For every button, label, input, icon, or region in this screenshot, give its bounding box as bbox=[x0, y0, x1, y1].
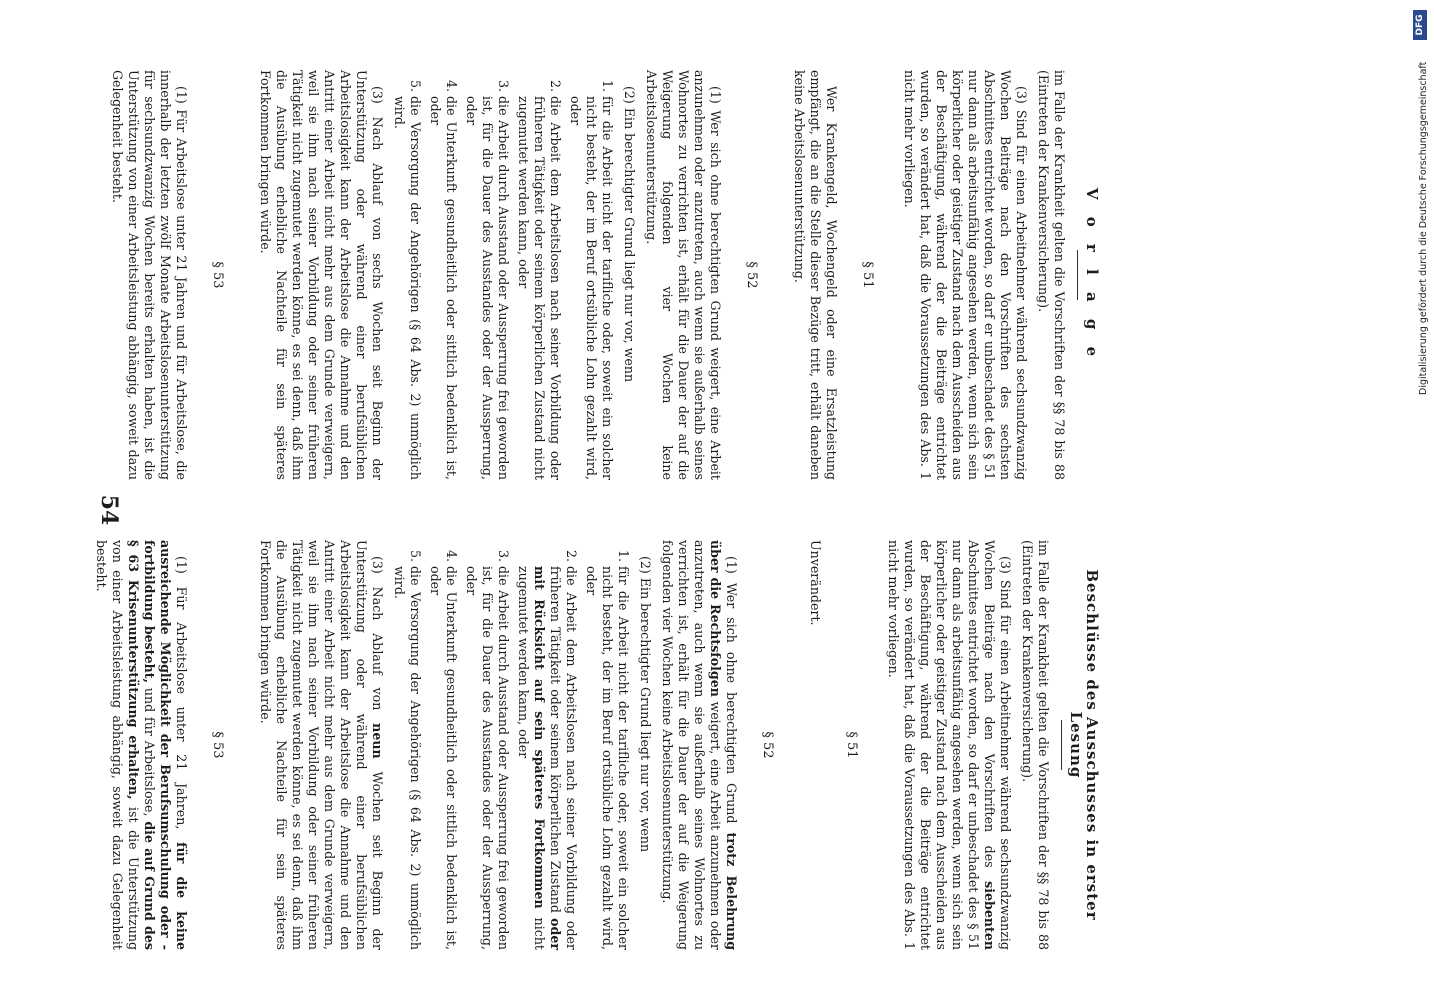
text-run: weigert, eine Arbeit anzunehmen oder anzutreten, auch wenn sie außerhalb seines Wohnortes zu verrichten ist, erhält für die Dauer der auf die Weigerung folgenden vier Wochen keine Arbeitslosenunterstützung. bbox=[660, 540, 723, 950]
list-item: 3. die Arbeit durch Ausstand oder Aussperrung frei geworden ist, für die Dauer des Ausstandes oder der Aussperrung, oder bbox=[463, 566, 511, 950]
list-item: 4. die Unterkunft gesundheitlich oder sittlich bedenklich ist, oder bbox=[427, 566, 459, 950]
text-run: ist die Unterstützung von einer Arbeitsleistung abhängig, soweit dazu Gelegenheit besteht. bbox=[94, 540, 141, 950]
digitization-credit: Digitalisierung gefördert durch die Deutsche Forschungsgemeinschaft bbox=[1418, 61, 1429, 395]
page-number: 54 bbox=[96, 494, 122, 526]
text-run: (1) Für Arbeitslose unter 21 Jahren, bbox=[174, 556, 189, 843]
bold-amendment: siebenten bbox=[982, 881, 997, 950]
section-53-paragraph-1: (1) Für Arbeitslose unter 21 Jahren und für Arbeitslose, die innerhalb der letzten zwölf Monate Arbeitslosenunterstützung für sechsundzwanzig Wochen bereits erhalten haben, ist die Unterstützung von einer Arbeitsleistung abhängig, soweit dazu Gelegenheit besteht. bbox=[110, 70, 189, 480]
bold-amendment: trotz Belehrung über die Rechtsfolgen bbox=[708, 540, 739, 951]
list-item: 5. die Versorgung der Angehörigen (§ 64 Abs. 2) unmöglich wird. bbox=[391, 566, 423, 950]
section-52-title: § 52 bbox=[744, 261, 759, 289]
section-52-paragraph-3 bbox=[257, 540, 385, 950]
section-52-paragraph-3: (3) Nach Ablauf von sechs Wochen seit Beginn der Unterstützung oder während einer berufsüblichen Arbeitslosigkeit kann der Arbeitslose die Annahme und den Antritt einer Arbeit nicht mehr aus dem Grunde verweigern, weil sie ihm nach seiner Vorbildung oder seiner früheren Tätigkeit nicht zugemutet werden könne, es sei denn, daß ihm die Ausübung erhebliche Nachteile für sein späteres Fortkommen bringen würde. bbox=[258, 70, 385, 480]
list-item: 2. die Arbeit dem Arbeitslosen nach seiner Vorbildung oder früheren Tätigkeit oder seinem körperlichen Zustand nicht zugemutet werden kann, oder bbox=[515, 96, 563, 480]
list-item: 3. die Arbeit durch Ausstand oder Aussperrung frei geworden ist, für die Dauer des Ausstandes oder der Aussperrung, oder bbox=[463, 96, 511, 480]
section-52-items bbox=[391, 540, 631, 950]
column-heading-beschluesse: Beschlüsse des Ausschusses in erster Lesung bbox=[1067, 569, 1101, 921]
text-run: und für Arbeitslose, bbox=[142, 682, 157, 822]
column-beschluesse bbox=[0, 540, 1100, 950]
bold-amendment: die auf Grund des § 63 Krisenunterstützung erhalten, bbox=[126, 540, 157, 950]
section-51-title: § 51 bbox=[860, 261, 875, 289]
heading-rule bbox=[1061, 720, 1062, 770]
column-vorlage bbox=[0, 70, 1100, 480]
text-run: (1) Wer sich ohne berechtigten Grund bbox=[724, 556, 739, 833]
paragraph-intro: im Falle der Krankheit gelten die Vorschriften der §§ 78 bis 88 (Eintreten der Krankenversicherung). bbox=[1036, 70, 1067, 480]
list-item: 1. für die Arbeit nicht der tarifliche oder, soweit ein solcher nicht besteht, der im Beruf ortsübliche Lohn gezahlt wird, oder bbox=[583, 566, 631, 950]
text-run: (3) Sind für einen Arbeitnehmer während sechsundzwanzig Wochen Beiträge nach den Vorschriften des bbox=[982, 540, 1013, 950]
section-53-title: § 53 bbox=[210, 731, 225, 759]
bold-amendment: neun bbox=[370, 723, 385, 759]
section-52-paragraph-2: (2) Ein berechtigter Grund liegt nur vor, wenn bbox=[638, 556, 653, 853]
section-52-paragraph-1: (1) Wer sich ohne berechtigten Grund weigert, eine Arbeit anzunehmen oder anzutreten, auch wenn sie außerhalb seines Wohnortes zu verrichten ist, erhält für die Dauer der auf die Weigerung folgenden vier Wochen keine Arbeitslosenunterstützung. bbox=[644, 70, 723, 480]
text-run: (3) Nach Ablauf von bbox=[370, 556, 385, 724]
list-item: 4. die Unterkunft gesundheitlich oder sittlich bedenklich ist, oder bbox=[427, 96, 459, 480]
list-item bbox=[515, 566, 579, 950]
column-heading-vorlage: V o r l a g e bbox=[1083, 187, 1101, 363]
text-run: Wochen seit Beginn der Unterstützung oder während einer berufsüblichen Arbeitslosigkeit kann der Arbeitslose die Annahme und den Antritt einer Arbeit nicht mehr aus dem Grunde verweigern, weil sie ihm nach seiner Vorbildung oder seiner früheren Tätigkeit nicht zugemutet werden könne, es sei denn, daß ihm die Ausübung erhebliche Nachteile für sein späteres Fortkommen bringen würde. bbox=[258, 540, 385, 950]
list-item: 5. die Versorgung der Angehörigen (§ 64 Abs. 2) unmöglich wird. bbox=[391, 96, 423, 480]
section-52-paragraph-1 bbox=[659, 540, 739, 950]
text-run: Abschnittes entrichtet worden, so darf er unbeschadet des § 51 nur dann als arbeitsunfähig angesehen werden, wenn sich sein körperlicher oder geistiger Zustand nach dem Ausscheiden aus der Beschäftigung, während der die Beiträge entrichtet wurden, so verändert hat, daß die Voraussetzungen des Abs. 1 nicht mehr vorliegen. bbox=[886, 540, 981, 950]
section-51-title: § 51 bbox=[844, 731, 859, 759]
text-run: die Arbeit dem Arbeitslosen nach seiner Vorbildung oder früheren Tätigkeit oder seinem körperlichen Zustand bbox=[548, 566, 579, 950]
paragraph-3 bbox=[885, 540, 1013, 950]
document-page bbox=[0, 40, 1140, 980]
section-51-text: Unverändert. bbox=[808, 540, 823, 626]
dfg-logo-text: DFG bbox=[1415, 14, 1425, 36]
bold-amendment: für die keine ausreichende Möglichkeit der Berufsumschulung oder -fortbildung besteht, bbox=[142, 540, 189, 950]
section-52-title: § 52 bbox=[760, 731, 775, 759]
list-item: 1. für die Arbeit nicht der tarifliche oder, soweit ein solcher nicht besteht, der im Beruf ortsübliche Lohn gezahlt wird, oder bbox=[567, 96, 615, 480]
bold-amendment: oder mit Rücksicht auf sein späteres Fortkommen bbox=[532, 566, 563, 950]
paragraph-intro: im Falle der Krankheit gelten die Vorschriften der §§ 78 bis 88 (Eintreten der Krankenversicherung). bbox=[1020, 540, 1051, 950]
section-52-items bbox=[391, 70, 615, 480]
section-52-paragraph-2: (2) Ein berechtigter Grund liegt nur vor, wenn bbox=[622, 86, 637, 383]
section-53-paragraph-1 bbox=[93, 540, 189, 950]
section-53-title: § 53 bbox=[210, 261, 225, 289]
paragraph-3: (3) Sind für einen Arbeitnehmer während sechsundzwanzig Wochen Beiträge nach den Vorschriften des sechsten Abschnittes entrichtet worden, so darf er unbeschadet des § 51 nur dann als arbeitsunfähig angesehen werden, wenn sich sein körperlicher oder geistiger Zustand nach dem Ausscheiden aus der Beschäftigung, während der die Beiträge entrichtet wurden, so verändert hat, daß die Voraussetzungen des Abs. 1 nicht mehr vorliegen. bbox=[902, 70, 1029, 480]
text-run: nicht zugemutet werden kann, oder bbox=[516, 566, 547, 950]
heading-rule bbox=[1077, 250, 1078, 300]
section-51-text: Wer Krankengeld, Wochengeld oder eine Ersatzleistung empfängt, die an die Stelle dieser Bezüge tritt, erhält daneben keine Arbeitslosenunterstützung. bbox=[792, 70, 839, 480]
